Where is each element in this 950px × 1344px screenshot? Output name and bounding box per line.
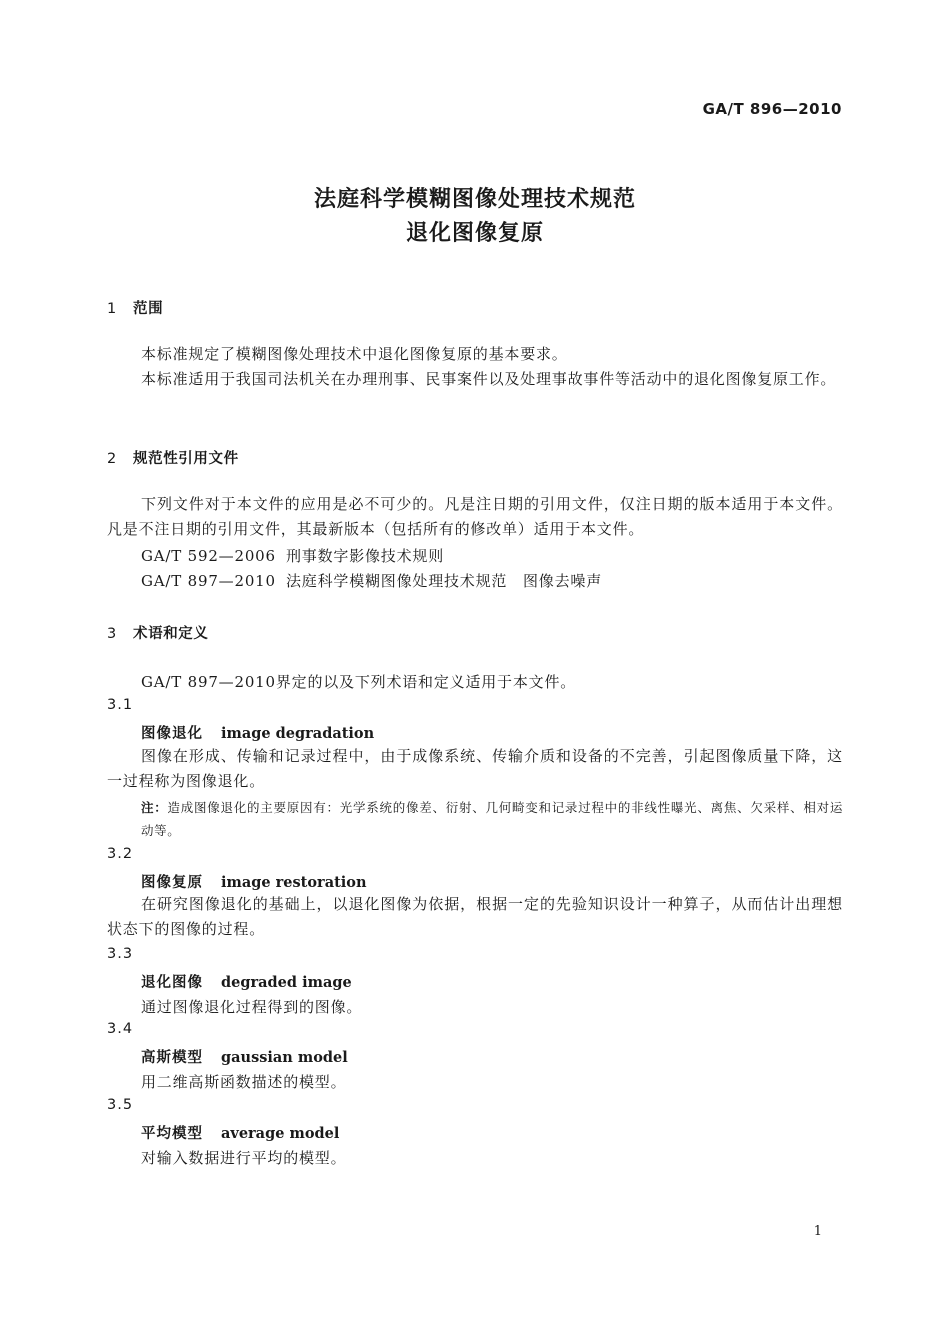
document-title-line1: 法庭科学模糊图像处理技术规范 — [313, 187, 636, 212]
section-2-heading — [107, 447, 239, 468]
note-label: 注： — [141, 800, 168, 815]
term-english: image degradation — [221, 725, 375, 742]
reference-code: GA/T 592—2006 — [141, 547, 276, 565]
term-english: average model — [221, 1125, 340, 1142]
term-definition: 图像在形成、传输和记录过程中，由于成像系统、传输介质和设备的不完善，引起图像质量下降，这一过程称为图像退化。 — [107, 747, 843, 790]
section-1-para-2: 本标准适用于我国司法机关在办理刑事、民事案件以及处理事故事件等活动中的退化图像复原工作。 — [141, 370, 837, 388]
reference-title: 刑事数字影像技术规则 — [286, 547, 445, 565]
reference-title: 法庭科学模糊图像处理技术规范 图像去噪声 — [286, 572, 603, 590]
section-number: 3 — [107, 626, 117, 642]
term-definition: 对输入数据进行平均的模型。 — [141, 1149, 347, 1167]
page-number: 1 — [813, 1224, 822, 1239]
reference-code: GA/T 897—2010 — [141, 572, 276, 590]
term-heading — [141, 871, 367, 892]
section-title: 规范性引用文件 — [133, 451, 239, 467]
section-3-heading — [107, 622, 209, 643]
term-heading — [141, 1046, 348, 1067]
term-english: degraded image — [221, 974, 352, 991]
section-title: 范围 — [133, 301, 164, 317]
term-number: 3.3 — [107, 946, 134, 962]
section-number: 1 — [107, 301, 117, 317]
term-number: 3.1 — [107, 697, 134, 713]
term-english: gaussian model — [221, 1049, 348, 1066]
reference-item — [141, 545, 444, 566]
term-note — [141, 796, 843, 842]
term-heading — [141, 971, 352, 992]
section-2-para-1: 下列文件对于本文件的应用是必不可少的。凡是注日期的引用文件，仅注日期的版本适用于本文件。凡是不注日期的引用文件，其最新版本（包括所有的修改单）适用于本文件。 — [107, 495, 843, 538]
term-chinese: 退化图像 — [141, 975, 203, 991]
section-title: 术语和定义 — [133, 626, 209, 642]
term-definition: 通过图像退化过程得到的图像。 — [141, 998, 363, 1016]
term-chinese: 平均模型 — [141, 1126, 203, 1142]
term-chinese: 高斯模型 — [141, 1050, 203, 1066]
standard-code: GA/T 896—2010 — [702, 100, 842, 118]
term-heading — [141, 722, 374, 743]
term-definition: 在研究图像退化的基础上，以退化图像为依据，根据一定的先验知识设计一种算子，从而估计出理想状态下的图像的过程。 — [107, 895, 843, 938]
note-text: 造成图像退化的主要原因有：光学系统的像差、衍射、几何畸变和记录过程中的非线性曝光、离焦、欠采样、相对运动等。 — [141, 800, 843, 838]
document-title-line2: 退化图像复原 — [405, 221, 544, 246]
term-number: 3.5 — [107, 1097, 134, 1113]
term-number: 3.2 — [107, 846, 134, 862]
reference-item — [141, 570, 602, 591]
section-1-para-1: 本标准规定了模糊图像处理技术中退化图像复原的基本要求。 — [141, 345, 568, 363]
term-chinese: 图像复原 — [141, 875, 203, 891]
section-number: 2 — [107, 451, 117, 467]
section-1-heading — [107, 297, 163, 318]
term-number: 3.4 — [107, 1021, 134, 1037]
term-chinese: 图像退化 — [141, 726, 203, 742]
term-heading — [141, 1122, 339, 1143]
term-definition: 用二维高斯函数描述的模型。 — [141, 1073, 347, 1091]
section-3-intro: GA/T 897—2010界定的以及下列术语和定义适用于本文件。 — [141, 673, 577, 691]
term-english: image restoration — [221, 874, 367, 891]
